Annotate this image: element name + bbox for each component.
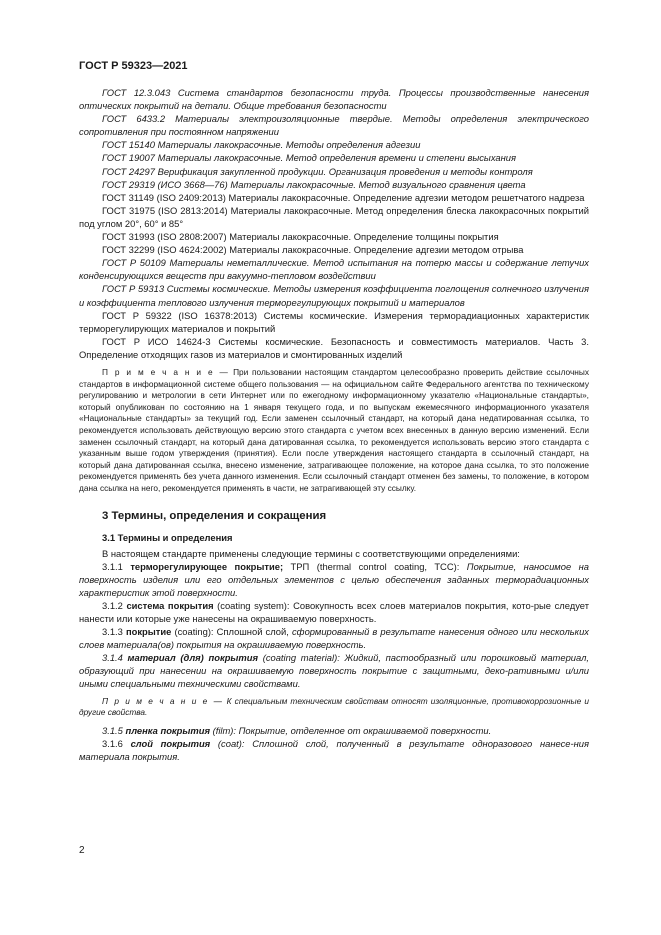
term-3-1-5: 3.1.5 пленка покрытия (film): Покрытие, отделенное от окрашиваемой поверхности. bbox=[102, 724, 492, 736]
term-note: П р и м е ч а н и е — К специальным техническим свойствам относят изоляционные, противокоррозионные и другие свойства. bbox=[79, 695, 589, 718]
reference-item: ГОСТ Р 59322 (ISO 16378:2013) Системы космические. Измерения терморадиационных характеристик терморегулирующих материалов и покрытий bbox=[79, 309, 589, 334]
term-3-1-2: 3.1.2 система покрытия (coating system): Совокупность всех слоев материалов покрытия, кото-рые следует нанести или которые уже нанесены на окрашиваемую поверхность. bbox=[79, 599, 589, 624]
note-text: При пользовании настоящим стандартом целесообразно проверить действие ссылочных стандартов в информационной системе общего пользования — на официальном сайте Федерального агентства по техническому регулированию и метрологии в сети Интернет или по ежегодному информационному указателю «Национальные стандарты», который опубликован по состоянию на 1 января текущего года, и по выпускам ежемесячного информационного указателя «Национальные стандарты» за текущий год. Если заменен ссылочный стандарт, на который дана недатированная ссылка, то рекомендуется использовать действующую версию этого стандарта с учетом всех внесенных в данную версию изменений. Если заменен ссылочный стандарт, на который дана датированная ссылка, то рекомендуется использовать версию этого стандарта с указанным выше годом утверждения (принятия). Если после утверждения настоящего стандарта в ссылочный стандарт, на который дана датированная ссылка, внесено изменение, затрагивающее положение, на которое дана ссылка, то это положение рекомендуется применять без учета данного изменения. Если ссылочный стандарт отменен без замены, то положение, в котором дана ссылка на него, рекомендуется применять в части, не затрагивающей эту ссылку. bbox=[79, 366, 589, 493]
term-3-1-6: 3.1.6 слой покрытия (coat): Сплошной слой, полученный в результате одноразового нанесе-ния материала покрытия. bbox=[79, 737, 589, 762]
terms-intro: В настоящем стандарте применены следующие термины с соответствующими определениями: bbox=[102, 547, 520, 559]
reference-item: ГОСТ 19007 Материалы лакокрасочные. Метод определения времени и степени высыхания bbox=[102, 152, 517, 164]
references-note bbox=[79, 367, 589, 495]
reference-item: ГОСТ 6433.2 Материалы электроизоляционные твердые. Методы определения электрического сопротивления при постоянном напряжении bbox=[79, 113, 589, 138]
term-3-1-1: 3.1.1 терморегулирующее покрытие; ТРП (thermal control coating, TCC): Покрытие, наносимое на поверхность изделия или его отдельных элементов с целью обеспечения заданных терморадиационных характеристик этой поверхности. bbox=[79, 560, 589, 598]
page-content bbox=[79, 86, 589, 763]
reference-item: ГОСТ 15140 Материалы лакокрасочные. Методы определения адгезии bbox=[102, 139, 421, 151]
page-header-doc-id: ГОСТ Р 59323—2021 bbox=[79, 60, 188, 72]
reference-item: ГОСТ 32299 (ISO 4624:2002) Материалы лакокрасочные. Определение адгезии методом отрыва bbox=[102, 244, 524, 256]
reference-item: ГОСТ 24297 Верификация закупленной продукции. Организация проведения и методы контроля bbox=[102, 165, 533, 177]
note-label: П р и м е ч а н и е — bbox=[102, 366, 230, 377]
reference-item: ГОСТ 12.3.043 Система стандартов безопасности труда. Процессы производственные нанесения оптических покрытий на детали. Общие требования безопасности bbox=[79, 87, 589, 112]
reference-item: ГОСТ Р ИСО 14624-3 Системы космические. Безопасность и совместимость материалов. Часть 3. Определение отходящих газов из материалов и смонтированных изделий bbox=[79, 335, 590, 360]
term-3-1-3: 3.1.3 покрытие (coating): Сплошной слой, сформированный в результате нанесения одного или нескольких слоев материала(ов) покрытия на окрашиваемую поверхность. bbox=[79, 626, 589, 651]
term-3-1-4: 3.1.4 материал (для) покрытия (coating material): Жидкий, пастообразный или порошковый материал, образующий при нанесении на окрашиваемую поверхность покрытие с защитными, деко-ративными и/или иными специальными техническими свойствами. bbox=[79, 652, 590, 690]
subsection-3-1-heading: 3.1 Термины и определения bbox=[102, 531, 233, 543]
reference-item: ГОСТ 31149 (ISO 2409:2013) Материалы лакокрасочные. Определение адгезии методом решетчатого надреза bbox=[102, 191, 585, 203]
reference-item: ГОСТ Р 59313 Системы космические. Методы измерения коэффициента поглощения солнечного излучения и коэффициента теплового излучения терморегулирующих покрытий и материалов bbox=[79, 283, 589, 308]
reference-item: ГОСТ 31993 (ISO 2808:2007) Материалы лакокрасочные. Определение толщины покрытия bbox=[102, 231, 499, 243]
reference-item: ГОСТ 31975 (ISO 2813:2014) Материалы лакокрасочные. Метод определения блеска лакокрасочных покрытий под углом 20°, 60° и 85° bbox=[79, 204, 589, 229]
reference-item: ГОСТ 29319 (ИСО 3668—76) Материалы лакокрасочные. Метод визуального сравнения цвета bbox=[102, 178, 526, 190]
section-3-heading: 3 Термины, определения и сокращения bbox=[102, 509, 327, 522]
page-number: 2 bbox=[79, 845, 85, 856]
reference-item: ГОСТ Р 50109 Материалы неметаллические. Метод испытания на потерю массы и содержание летучих конденсирующихся веществ при вакуумно-тепловом воздействии bbox=[79, 257, 589, 282]
normative-references-list bbox=[79, 86, 589, 361]
